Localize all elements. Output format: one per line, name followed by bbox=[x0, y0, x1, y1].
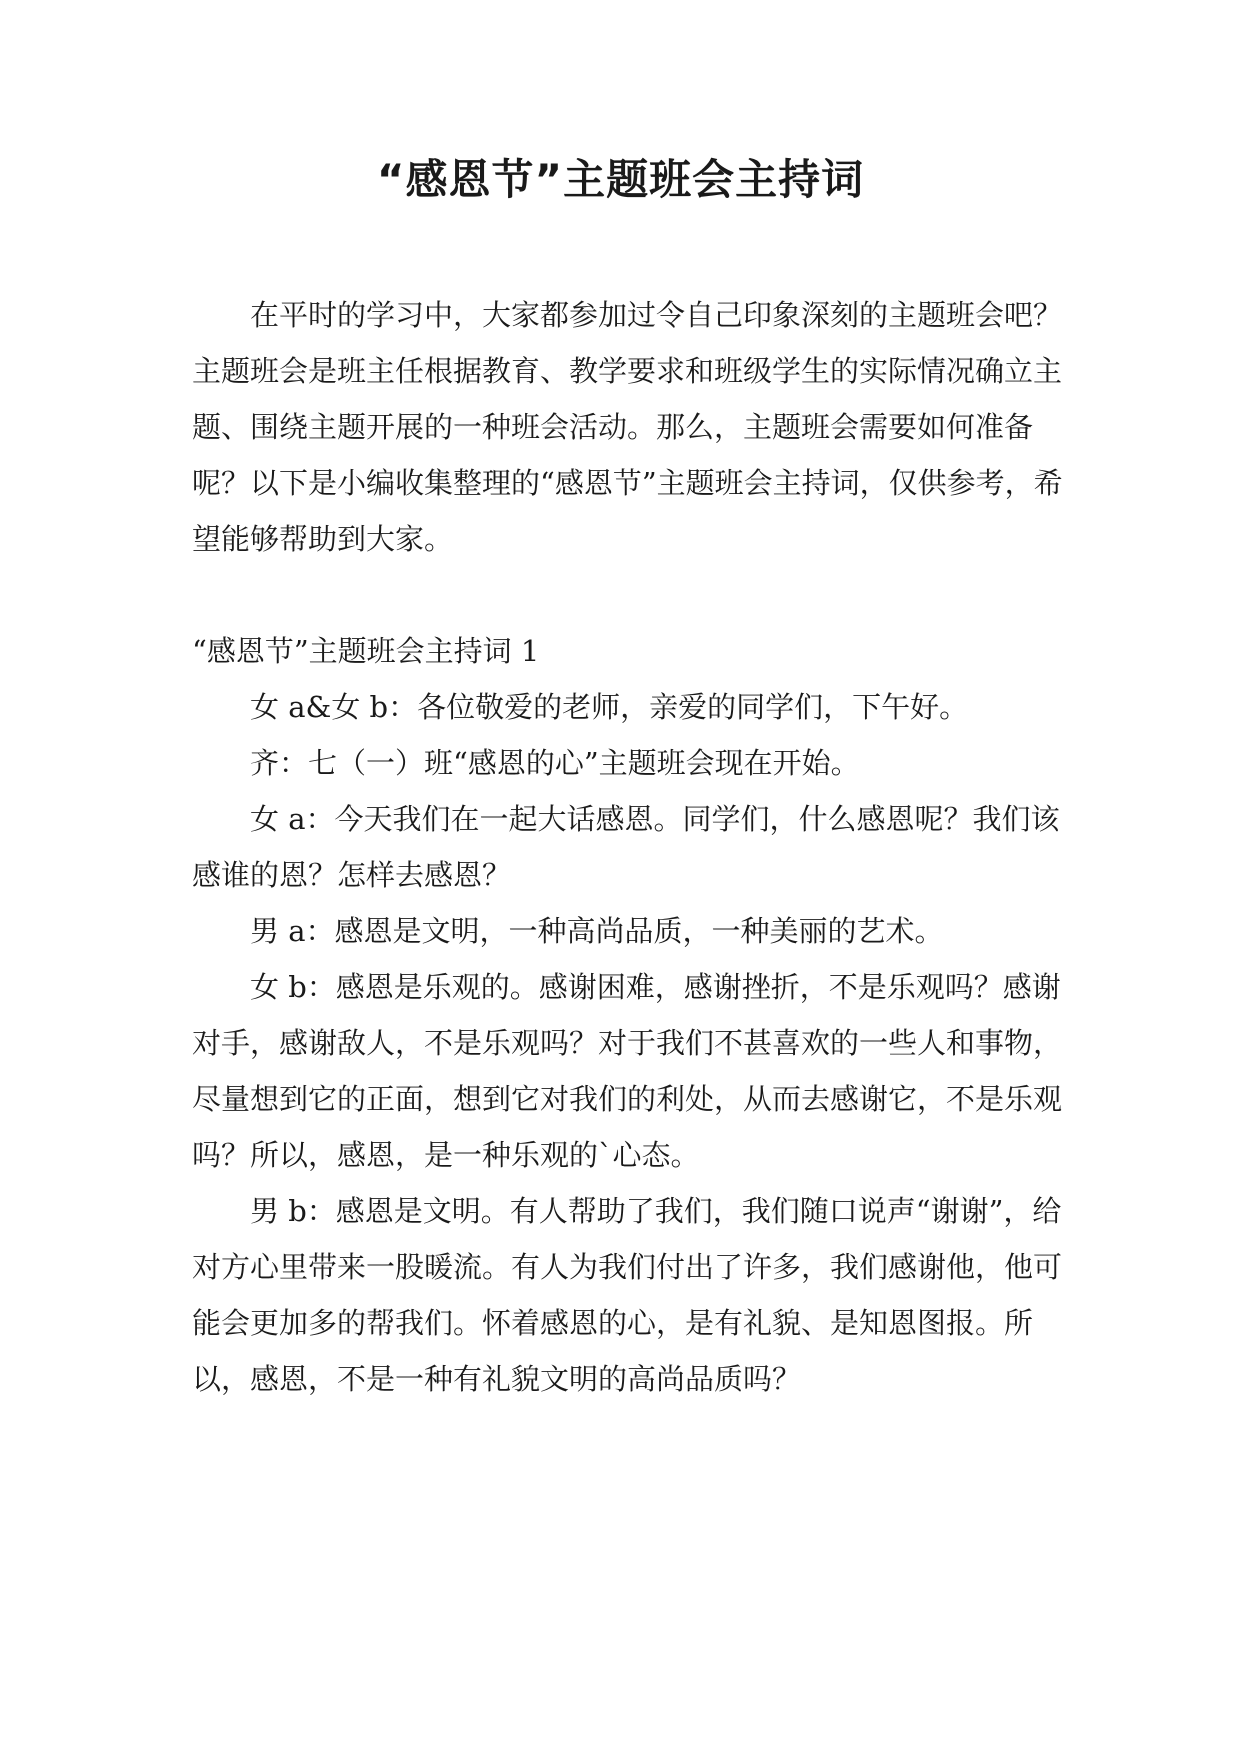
dialogue-paragraph: 女 a：今天我们在一起大话感恩。同学们，什么感恩呢？我们该感谁的恩？怎样去感恩？ bbox=[192, 802, 1060, 892]
document-title: “感恩节”主题班会主持词 bbox=[376, 155, 865, 204]
dialogue-paragraph: 女 b：感恩是乐观的。感谢困难，感谢挫折，不是乐观吗？感谢对手，感谢敌人，不是乐观吗？对于我们不甚喜欢的一些人和事物，尽量想到它的正面，想到它对我们的利处，从而去感谢它，不是乐观吗？所以，感恩，是一种乐观的`心态。 bbox=[192, 970, 1063, 1172]
dialogue-paragraph: 男 b：感恩是文明。有人帮助了我们，我们随口说声“谢谢”，给对方心里带来一股暖流。有人为我们付出了许多，我们感谢他，他可能会更加多的帮我们。怀着感恩的心，是有礼貌、是知恩图报。所以，感恩，不是一种有礼貌文明的高尚品质吗？ bbox=[192, 1194, 1063, 1396]
dialogue-paragraph: 男 a：感恩是文明，一种高尚品质，一种美丽的艺术。 bbox=[250, 914, 944, 948]
document-body bbox=[192, 287, 1072, 1407]
section-heading: “感恩节”主题班会主持词 1 bbox=[192, 634, 540, 668]
dialogue-paragraph: 女 a&女 b：各位敬爱的老师，亲爱的同学们，下午好。 bbox=[250, 690, 969, 724]
dialogue-paragraph: 齐：七（一）班“感恩的心”主题班会现在开始。 bbox=[250, 746, 860, 780]
intro-paragraph: 在平时的学习中，大家都参加过令自己印象深刻的主题班会吧？主题班会是班主任根据教育、教学要求和班级学生的实际情况确立主题、围绕主题开展的一种班会活动。那么，主题班会需要如何准备呢？以下是小编收集整理的“感恩节”主题班会主持词，仅供参考，希望能够帮助到大家。 bbox=[192, 298, 1063, 556]
